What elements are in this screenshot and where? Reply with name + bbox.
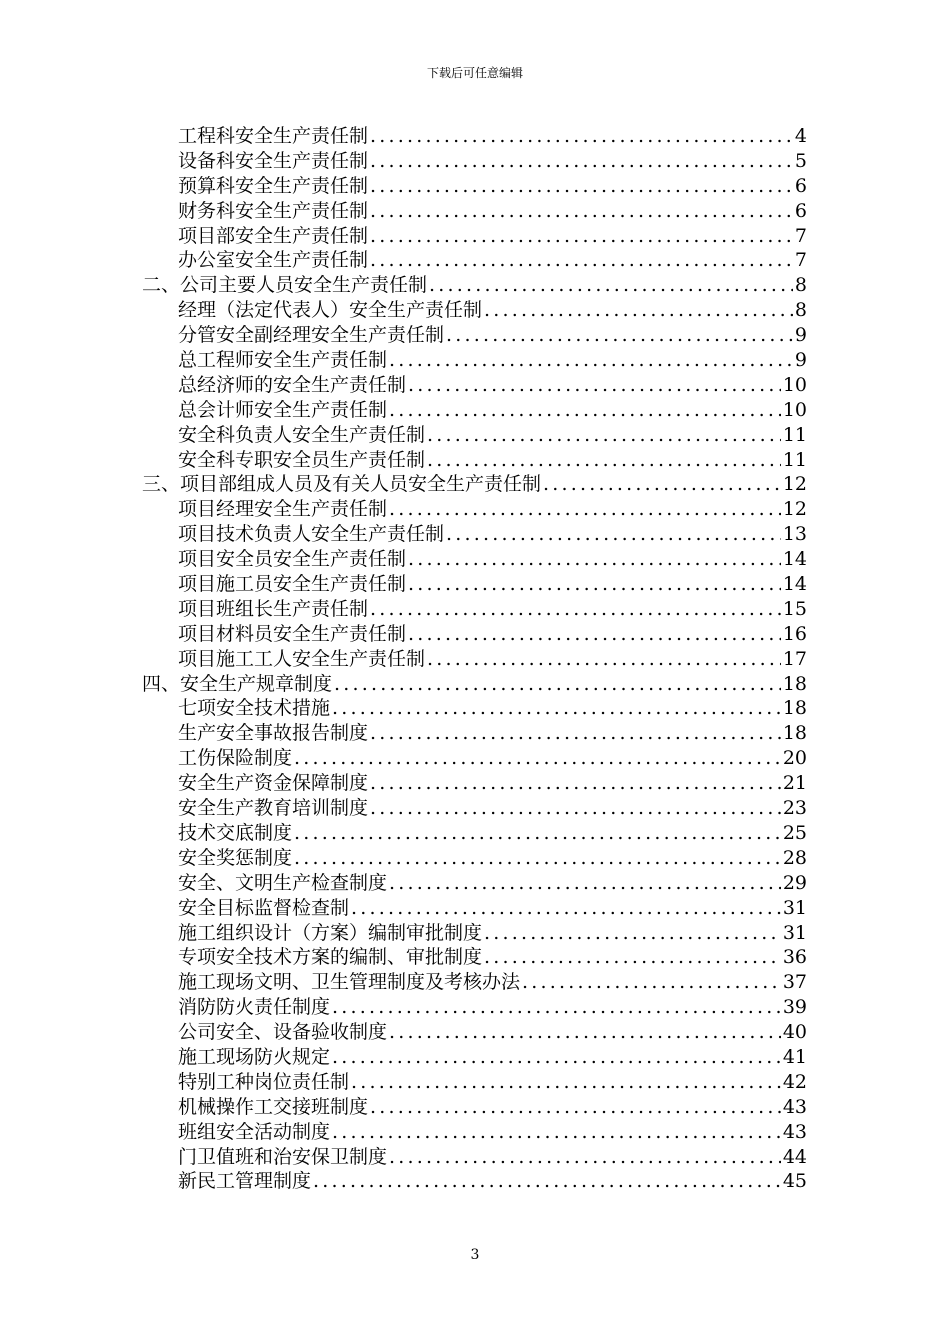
toc-entry-title: 施工现场文明、卫生管理制度及考核办法 (178, 971, 521, 994)
toc-entry[interactable] (142, 398, 807, 423)
toc-entry[interactable] (142, 597, 807, 622)
toc-dot-leader (427, 423, 781, 448)
toc-entry-title: 班组安全活动制度 (178, 1120, 331, 1143)
toc-entry[interactable] (142, 1120, 807, 1145)
toc-entry-page: 41 (782, 1045, 807, 1068)
toc-dot-leader (370, 248, 793, 273)
toc-entry-title: 项目部安全生产责任制 (178, 224, 369, 247)
toc-entry[interactable] (142, 995, 807, 1020)
toc-dot-leader (408, 373, 781, 398)
toc-entry-page: 21 (782, 772, 807, 795)
toc-entry[interactable] (142, 373, 807, 398)
toc-entry[interactable] (142, 1169, 807, 1194)
toc-entry-title: 专项安全技术方案的编制、审批制度 (178, 946, 483, 969)
toc-dot-leader (408, 547, 781, 572)
toc-entry[interactable] (142, 348, 807, 373)
page-header: 下载后可任意编辑 (426, 66, 523, 80)
toc-entry-title: 消防防火责任制度 (178, 996, 331, 1019)
toc-dot-leader (294, 846, 781, 871)
toc-entry-page: 18 (782, 672, 807, 695)
toc-dot-leader (427, 448, 781, 473)
toc-dot-leader (332, 1045, 781, 1070)
toc-entry[interactable] (142, 448, 807, 473)
page-number: 3 (470, 1247, 480, 1263)
toc-entry-page: 5 (794, 149, 807, 172)
toc-entry[interactable] (142, 323, 807, 348)
toc-entry[interactable] (142, 846, 807, 871)
toc-entry-title: 特别工种岗位责任制 (178, 1070, 350, 1093)
toc-entry-title: 项目材料员安全生产责任制 (178, 622, 407, 645)
toc-entry[interactable] (142, 124, 807, 149)
toc-entry-page: 11 (782, 423, 807, 446)
toc-entry-page: 36 (782, 946, 807, 969)
toc-dot-leader (334, 672, 781, 697)
toc-entry-page: 16 (782, 622, 807, 645)
toc-entry-title: 七项安全技术措施 (178, 697, 331, 720)
toc-entry[interactable] (142, 1045, 807, 1070)
toc-dot-leader (446, 522, 781, 547)
toc-entry[interactable] (142, 796, 807, 821)
toc-entry-title: 三、项目部组成人员及有关人员安全生产责任制 (142, 473, 542, 496)
toc-dot-leader (370, 224, 793, 249)
toc-entry[interactable] (142, 1145, 807, 1170)
toc-entry-title: 安全科负责人安全生产责任制 (178, 423, 426, 446)
toc-dot-leader (484, 945, 781, 970)
toc-entry[interactable] (142, 921, 807, 946)
toc-entry-page: 17 (782, 647, 807, 670)
toc-entry-page: 43 (782, 1095, 807, 1118)
toc-dot-leader (389, 348, 793, 373)
toc-entry-title: 项目技术负责人安全生产责任制 (178, 523, 445, 546)
toc-entry[interactable] (142, 896, 807, 921)
toc-entry[interactable] (142, 1095, 807, 1120)
toc-entry[interactable] (142, 721, 807, 746)
toc-entry-page: 12 (782, 473, 807, 496)
toc-entry-title: 技术交底制度 (178, 821, 293, 844)
toc-entry-page: 28 (782, 846, 807, 869)
toc-dot-leader (351, 896, 781, 921)
toc-entry-page: 42 (782, 1070, 807, 1093)
toc-entry-page: 40 (782, 1021, 807, 1044)
toc-entry-title: 工程科安全生产责任制 (178, 125, 369, 147)
toc-entry-page: 11 (782, 448, 807, 471)
toc-entry-title: 机械操作工交接班制度 (178, 1095, 369, 1118)
toc-dot-leader (484, 298, 793, 323)
toc-entry[interactable] (142, 622, 807, 647)
toc-entry[interactable] (142, 149, 807, 174)
toc-entry[interactable] (142, 572, 807, 597)
toc-entry-title: 施工现场防火规定 (178, 1045, 331, 1068)
toc-entry-title: 财务科安全生产责任制 (178, 199, 369, 222)
toc-dot-leader (294, 821, 781, 846)
toc-entry-title: 安全科专职安全员生产责任制 (178, 448, 426, 471)
toc-entry[interactable] (142, 696, 807, 721)
toc-entry[interactable] (142, 746, 807, 771)
toc-entry-title: 项目安全员安全生产责任制 (178, 548, 407, 571)
toc-dot-leader (370, 597, 781, 622)
toc-entry-page: 29 (782, 871, 807, 894)
toc-entry-page: 4 (794, 125, 807, 147)
toc-entry-title: 生产安全事故报告制度 (178, 722, 369, 745)
toc-entry[interactable] (142, 472, 807, 497)
toc-dot-leader (446, 323, 793, 348)
toc-entry-title: 安全奖惩制度 (178, 846, 293, 869)
toc-entry-title: 安全生产资金保障制度 (178, 772, 369, 795)
toc-dot-leader (389, 1145, 781, 1170)
toc-entry[interactable] (142, 199, 807, 224)
toc-dot-leader (408, 622, 781, 647)
toc-dot-leader (429, 273, 793, 298)
toc-entry-title: 项目施工工人安全生产责任制 (178, 647, 426, 670)
toc-entry[interactable] (142, 970, 807, 995)
toc-entry-page: 10 (782, 373, 807, 396)
toc-entry[interactable] (142, 224, 807, 249)
toc-entry-page: 8 (794, 299, 807, 322)
toc-entry-page: 20 (782, 747, 807, 770)
toc-entry-title: 安全目标监督检查制 (178, 896, 350, 919)
toc-entry[interactable] (142, 298, 807, 323)
toc-entry[interactable] (142, 647, 807, 672)
toc-dot-leader (332, 696, 781, 721)
table-of-contents (142, 124, 807, 1194)
toc-entry-title: 二、公司主要人员安全生产责任制 (142, 274, 428, 297)
toc-dot-leader (408, 572, 781, 597)
toc-entry-page: 25 (782, 821, 807, 844)
toc-dot-leader (370, 199, 793, 224)
toc-entry-title: 项目经理安全生产责任制 (178, 498, 388, 521)
toc-entry-page: 7 (794, 224, 807, 247)
toc-dot-leader (313, 1169, 781, 1194)
toc-entry-page: 39 (782, 996, 807, 1019)
toc-dot-leader (484, 921, 781, 946)
toc-entry-title: 安全、文明生产检查制度 (178, 871, 388, 894)
toc-entry-page: 6 (794, 199, 807, 222)
toc-dot-leader (522, 970, 781, 995)
toc-entry-title: 总会计师安全生产责任制 (178, 398, 388, 421)
toc-dot-leader (370, 149, 793, 174)
toc-dot-leader (332, 1120, 781, 1145)
toc-dot-leader (543, 472, 781, 497)
toc-entry-page: 18 (782, 697, 807, 720)
toc-entry-page: 45 (782, 1170, 807, 1193)
toc-dot-leader (389, 398, 781, 423)
toc-entry[interactable] (142, 522, 807, 547)
toc-entry-page: 14 (782, 548, 807, 571)
toc-entry[interactable] (142, 547, 807, 572)
toc-dot-leader (370, 174, 793, 199)
toc-dot-leader (389, 871, 781, 896)
toc-entry-title: 项目班组长生产责任制 (178, 597, 369, 620)
toc-entry-title: 经理（法定代表人）安全生产责任制 (178, 299, 483, 322)
toc-dot-leader (370, 796, 781, 821)
toc-entry-title: 分管安全副经理安全生产责任制 (178, 324, 445, 347)
toc-entry[interactable] (142, 248, 807, 273)
toc-dot-leader (427, 647, 781, 672)
toc-entry-title: 总经济师的安全生产责任制 (178, 373, 407, 396)
toc-entry[interactable] (142, 497, 807, 522)
toc-dot-leader (370, 721, 781, 746)
toc-entry-page: 6 (794, 174, 807, 197)
toc-entry[interactable] (142, 174, 807, 199)
toc-entry-page: 7 (794, 249, 807, 272)
toc-entry-page: 9 (794, 324, 807, 347)
toc-entry-title: 设备科安全生产责任制 (178, 149, 369, 172)
toc-entry-title: 施工组织设计（方案）编制审批制度 (178, 921, 483, 944)
toc-entry-title: 门卫值班和治安保卫制度 (178, 1145, 388, 1168)
toc-entry[interactable] (142, 672, 807, 697)
toc-entry[interactable] (142, 871, 807, 896)
toc-entry-page: 44 (782, 1145, 807, 1168)
toc-entry-title: 项目施工员安全生产责任制 (178, 573, 407, 596)
toc-entry-page: 31 (782, 921, 807, 944)
toc-dot-leader (370, 1095, 781, 1120)
toc-entry[interactable] (142, 1020, 807, 1045)
toc-entry-title: 总工程师安全生产责任制 (178, 349, 388, 372)
toc-dot-leader (389, 497, 781, 522)
toc-entry-page: 31 (782, 896, 807, 919)
toc-entry-page: 10 (782, 398, 807, 421)
toc-entry-page: 9 (794, 349, 807, 372)
toc-entry-title: 新民工管理制度 (178, 1170, 312, 1193)
toc-entry-page: 23 (782, 797, 807, 820)
toc-dot-leader (332, 995, 781, 1020)
toc-entry-page: 13 (782, 523, 807, 546)
toc-entry-title: 公司安全、设备验收制度 (178, 1021, 388, 1044)
toc-dot-leader (370, 771, 781, 796)
toc-entry-page: 12 (782, 498, 807, 521)
toc-entry-title: 四、安全生产规章制度 (142, 672, 333, 695)
toc-entry-page: 37 (782, 971, 807, 994)
toc-entry-title: 工伤保险制度 (178, 747, 293, 770)
toc-entry[interactable] (142, 1070, 807, 1095)
toc-entry[interactable] (142, 821, 807, 846)
toc-dot-leader (294, 746, 781, 771)
toc-entry-title: 预算科安全生产责任制 (178, 174, 369, 197)
toc-entry-page: 14 (782, 573, 807, 596)
toc-entry-page: 43 (782, 1120, 807, 1143)
toc-entry-title: 安全生产教育培训制度 (178, 797, 369, 820)
toc-entry[interactable] (142, 945, 807, 970)
toc-entry-page: 8 (794, 274, 807, 297)
toc-entry[interactable] (142, 423, 807, 448)
toc-dot-leader (389, 1020, 781, 1045)
toc-entry-title: 办公室安全生产责任制 (178, 249, 369, 272)
toc-dot-leader (370, 124, 793, 149)
toc-entry-page: 15 (782, 597, 807, 620)
toc-entry[interactable] (142, 771, 807, 796)
toc-dot-leader (351, 1070, 781, 1095)
toc-entry[interactable] (142, 273, 807, 298)
toc-entry-page: 18 (782, 722, 807, 745)
